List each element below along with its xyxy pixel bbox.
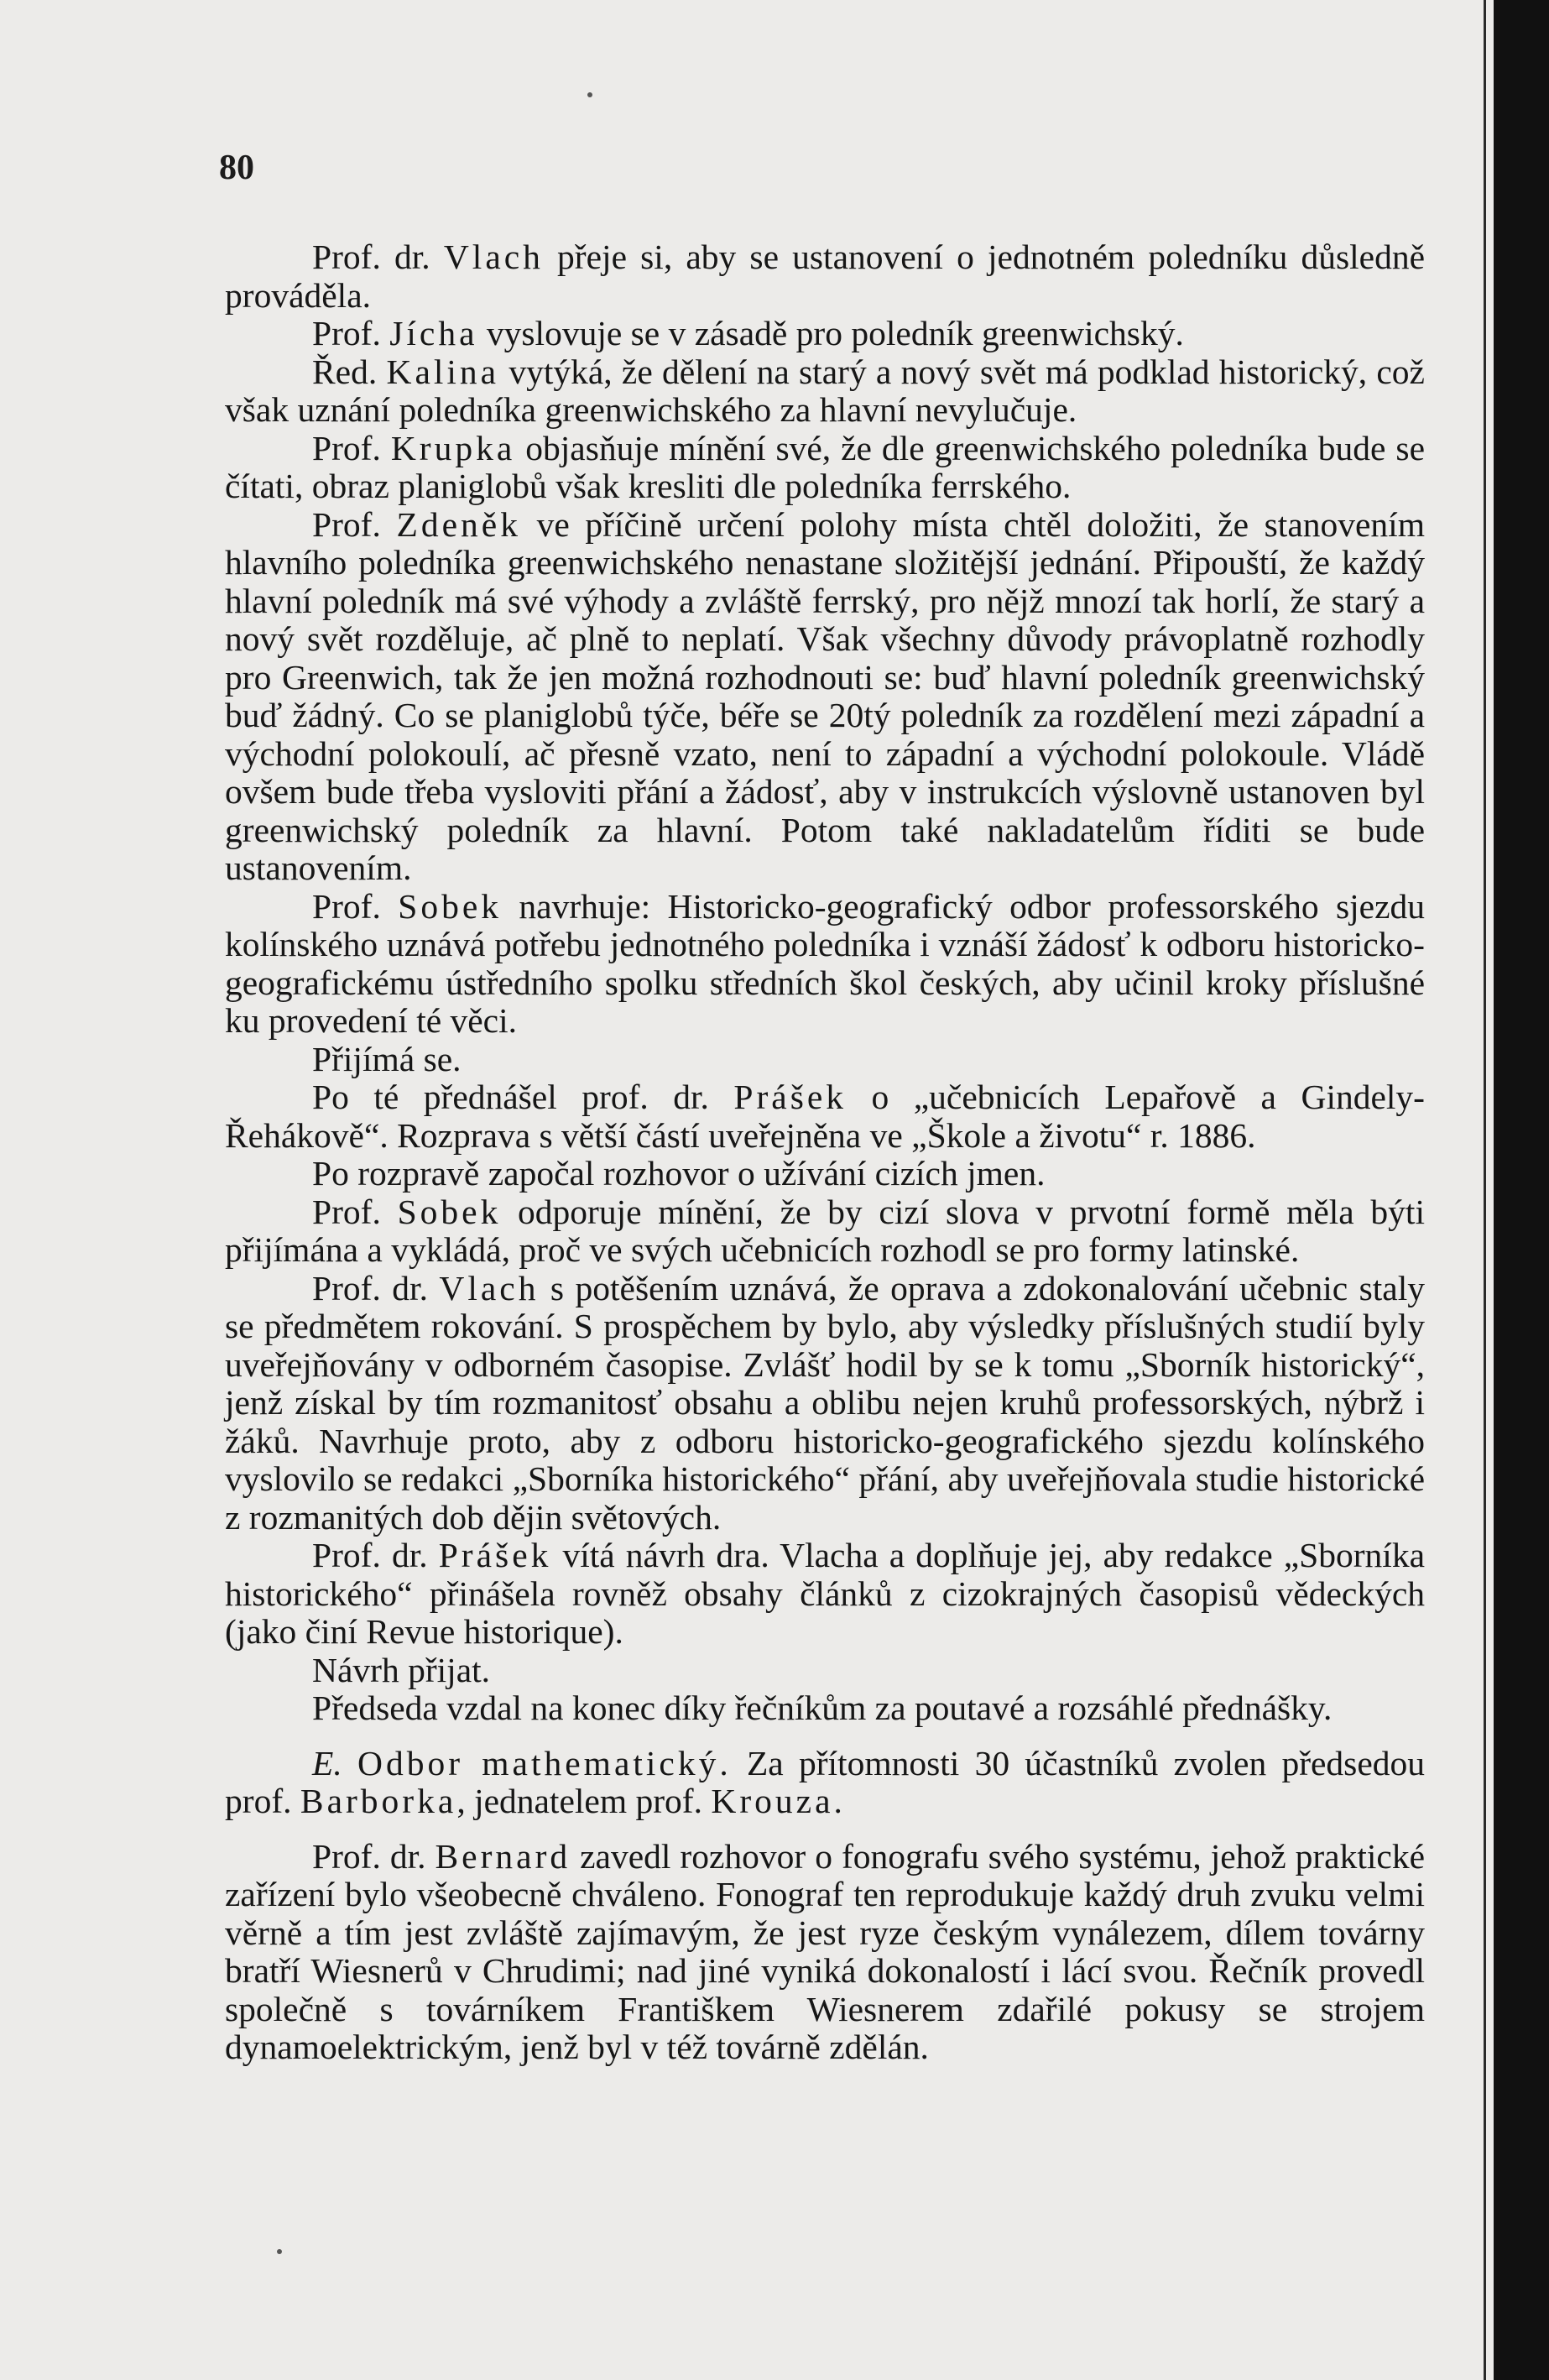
speaker-name: Bernard: [435, 1836, 571, 1876]
speaker-name: Jícha: [389, 314, 478, 352]
paragraph: Prof. Zdeněk ve příčině určení polohy místa chtěl doložiti, že stanovením hlavního poledníka greenwichského nenastane složitější jednání. Připouští, že každý hlavní poledník má své výhody a zvláště ferrský, pro nějž mnozí tak horlí, že starý a nový svět rozděluje, ač plně to neplatí. Však všechny důvody právoplatně rozhodly pro Greenwich, tak že jen možná rozhodnouti se: buď hlavní poledník greenwichský buď žádný. Co se planiglobů týče, béře se 20tý poledník za rozdělení mezi západní a východní polokoulí, ač přesně vzato, není to západní a východní polokoule. Vládě ovšem bude třeba vysloviti přání a žádosť, aby v instrukcích výslovně ustanoven byl greenwichský poledník za hlavní. Potom také nakladatelům říditi se bude ustanovením.: [225, 504, 1425, 887]
dust-speck: [277, 2249, 282, 2254]
speaker-name: Krupka: [390, 428, 516, 467]
speaker-name: Zdeněk: [396, 504, 521, 544]
paragraph: Prof. dr. Prášek vítá návrh dra. Vlacha a doplňuje jej, aby redakce „Sborníka historického“ přinášela rovněž obsahy článků z cizokrajných časopisů vědeckých (jako činí Revue historique).: [225, 1536, 1425, 1651]
speaker-name: Sobek: [398, 886, 502, 926]
body-text: [225, 238, 1425, 2067]
paragraph: Prof. Krupka objasňuje mínění své, že dle greenwichského poledníka bude se čítati, obraz planiglobů však kresliti dle poledníka ferrského.: [225, 428, 1425, 505]
dust-speck: [587, 92, 592, 97]
paragraph: Návrh přijat.: [312, 1650, 491, 1689]
paragraph: Prof. dr. Vlach přeje si, aby se ustanovení o jednotném poledníku důsledně prováděla.: [225, 237, 1425, 315]
speaker-name: Vlach: [439, 1268, 540, 1307]
speaker-name: Prášek: [733, 1078, 848, 1116]
speaker-name: Sobek: [397, 1192, 502, 1231]
section-letter: E.: [312, 1743, 342, 1782]
paragraph: Prof. dr. Bernard zavedl rozhovor o fonografu svého systému, jehož praktické zařízení bylo všeobecně chváleno. Fonograf ten reprodukuje každý druh zvuku velmi věrně a tím jest zvláště zajímavým, že jest ryze českým vynálezem, dílem továrny bratří Wiesnerů v Chrudimi; nad jiné vyniká dokonalostí i lácí svou. Řečník provedl společně s továrníkem Františkem Wiesnerem zdařilé pokusy se strojem dynamoelektrickým, jenž byl v též továrně zdělán.: [225, 1836, 1426, 2066]
speaker-name: Kalina: [386, 352, 500, 391]
paragraph: Prof. dr. Vlach s potěšením uznává, že oprava a zdokonalování učebnic staly se předmětem rokování. S prospěchem by bylo, aby výsledky příslušných studií byly uveřejňovány v odborném časopise. Zvlášť hodil by se k tomu „Sborník historický“, jenž získal by tím rozmanitosť obsahu a oblibu nejen kruhů professorských, nýbrž i žáků. Navrhuje proto, aby z odboru historicko-geografického sjezdu kolínského vyslovilo se redakci „Sborníka historického“ přání, aby uveřejňovala studie historické z rozmanitých dob dějin světových.: [225, 1268, 1425, 1537]
paragraph: Prof. Sobek odporuje mínění, že by cizí slova v prvotní formě měla býti přijímána a vykládá, proč ve svých učebnicích rozhodl se pro formy latinské.: [225, 1192, 1425, 1269]
chair-name: Barborka: [300, 1782, 457, 1820]
speaker-name: Prášek: [438, 1536, 552, 1574]
page-number: 80: [219, 149, 254, 187]
section-e-paragraph: E. Odbor mathematický. Za přítomnosti 30 účastníků zvolen předsedou prof. Barborka, jednatelem prof. Krouza.: [225, 1743, 1426, 1820]
paragraph: Po té přednášel prof. dr. Prášek o „učebnicích Lepařově a Gindely-Řehákově“. Rozprava s větší částí uveřejněna ve „Škole a životu“ r. 1886.: [225, 1078, 1425, 1155]
secretary-name: Krouza: [711, 1782, 834, 1820]
page-edge: [1484, 0, 1486, 2380]
paragraph: Prof. Jícha vyslovuje se v zásadě pro poledník greenwichský.: [312, 314, 1184, 352]
paragraph: Řed. Kalina vytýká, že dělení na starý a nový svět má podklad historický, což však uznání poledníka greenwichského za hlavní nevylučuje.: [225, 352, 1425, 429]
section-title: Odbor mathematický.: [357, 1743, 732, 1782]
paragraph: Po rozpravě započal rozhovor o užívání cizích jmen.: [312, 1154, 1046, 1193]
paragraph: Předseda vzdal na konec díky řečníkům za poutavé a rozsáhlé přednášky.: [312, 1688, 1333, 1727]
paragraph: Prof. Sobek navrhuje: Historicko-geografický odbor professorského sjezdu kolínského uznává potřebu jednotného poledníka i vznáší žádosť k odboru historicko-geografickému ústředního spolku středních škol českých, aby učinil kroky příslušné ku provedení té věci.: [225, 886, 1425, 1040]
speaker-name: Vlach: [443, 237, 544, 276]
paragraph: Přijímá se.: [312, 1039, 462, 1078]
